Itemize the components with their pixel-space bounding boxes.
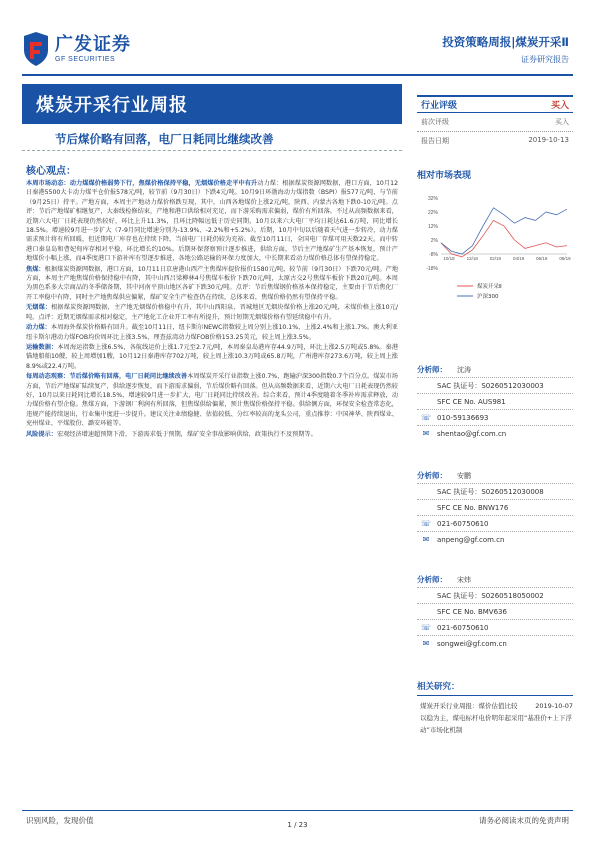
footer-divider xyxy=(22,810,573,811)
related-item[interactable] xyxy=(420,712,573,736)
rating-header xyxy=(417,95,573,113)
analyst-email-address: shentao@gf.com.cn xyxy=(437,429,507,438)
related-research-heading: 相关研究： xyxy=(417,680,573,696)
x-tick-label: 06/19 xyxy=(536,256,548,261)
company-logo xyxy=(22,28,134,72)
paragraph-text: 本周海外煤炭价格略有回升。截至10月11日，纽卡斯尔NEWC指数较上周分别上涨10.1%，上涨2.4%和上涨1.7%。澳大利亚纽卡斯尔港动力煤FOB均价周环比上涨3.5%，理查兹湾动力煤FOB价格153.25美元，较上周上涨3.5%。 xyxy=(26,324,398,341)
rating-box xyxy=(417,95,573,150)
analyst-phone-number: 021-60750610 xyxy=(437,623,489,632)
related-item[interactable] xyxy=(420,700,573,712)
series-line-0 xyxy=(441,220,567,256)
relative-performance-chart xyxy=(417,190,577,315)
analyst-divider xyxy=(417,393,573,394)
analyst-sfc-number-row xyxy=(417,394,577,409)
analyst-sfc-number-row xyxy=(417,500,577,515)
paragraph-lead: 动力煤： xyxy=(26,324,51,332)
body-paragraph xyxy=(26,372,398,428)
phone-icon: ☏ xyxy=(421,413,432,422)
analyst-email-address-row[interactable] xyxy=(417,636,577,651)
report-subtitle: 节后煤价略有回落，电厂日耗同比继续改善 xyxy=(55,132,274,146)
rating-value: 买入 xyxy=(550,101,569,111)
paragraph-lead: 本周市场动态：动力煤煤价格弱势下行，焦煤价格保持平稳，无烟煤价格走平中有升 xyxy=(26,180,258,187)
analyst-divider xyxy=(417,531,573,532)
analyst-phone-number-row[interactable] xyxy=(417,620,577,635)
analyst-sfc-number-row xyxy=(417,604,577,619)
analyst-sac-number: SAC 执证号：S0260512030003 xyxy=(437,381,544,390)
id-icon xyxy=(421,591,431,601)
analyst-divider xyxy=(417,603,573,604)
id-icon xyxy=(421,487,431,497)
id-icon xyxy=(421,397,431,407)
analyst-name: 宋炜 xyxy=(457,575,471,584)
analyst-sac-number-row xyxy=(417,588,577,603)
analyst-sfc-number: SFC CE No. BNW176 xyxy=(437,503,509,512)
analyst-role: 分析师： xyxy=(417,575,447,584)
core-views xyxy=(26,162,398,440)
analyst-divider xyxy=(417,425,573,426)
y-tick-label: 22% xyxy=(427,210,438,216)
prev-rating-value: 买入 xyxy=(555,118,569,126)
analyst-divider xyxy=(417,483,573,484)
body-paragraph xyxy=(26,323,398,342)
paragraph-lead: 每周动态观察：节后煤价略有回落，电厂日耗同比继续改善 xyxy=(26,373,188,381)
analyst-divider xyxy=(417,499,573,500)
legend-label: 煤炭开采Ⅱ xyxy=(477,284,502,290)
paragraph-text: 本周煤炭开采行业指数上涨0.7%，跑输沪深300指数0.7个百分点。煤炭市场方面，节后产地煤矿陆续复产，供给逐步恢复，而下游需求偏弱，节后煤价略有回落。但从高频数据来看，近期六大电厂日耗表现仍然较好，10月以来日耗同比增长18.5%，增速较9月进一步扩大，电厂日耗同比持续改善。综合来看，预计4季度随着冬季补库需求释放，动力煤价格有望企稳。焦煤方面，下游钢厂利润有所回落，但焦煤供给偏紧，预计焦煤价格保持平稳。供给侧方面，环保安全检查常态化，违规产能持续退出，行业集中度进一步提升。建议关注业绩稳健、估值较低、分红率较高的龙头公司，重点推荐：中国神华、陕西煤业、兖州煤业、平煤股份、潞安环能等。 xyxy=(26,373,398,428)
analyst-phone-number: 010-59136693 xyxy=(437,413,489,422)
analyst-email-address: songwei@gf.com.cn xyxy=(437,639,507,648)
analyst-sfc-number: SFC CE No. BMV636 xyxy=(437,607,507,616)
x-tick-label: 12/18 xyxy=(466,256,478,261)
analyst-divider xyxy=(417,377,573,378)
logo-text-cn: 广发证券 xyxy=(55,34,131,55)
analyst-card xyxy=(417,362,577,441)
related-research-list xyxy=(420,700,573,736)
paragraph-text: 宏观经济增速超预期下滑，下游需求低于预期，煤矿安全事故影响供给，政策执行不及预期等。 xyxy=(56,430,317,438)
analyst-phone-number: 021-60750610 xyxy=(437,519,489,528)
analyst-sac-number-row xyxy=(417,484,577,499)
analyst-sac-number-row xyxy=(417,378,577,393)
analyst-role: 分析师： xyxy=(417,471,447,480)
analyst-card xyxy=(417,572,577,651)
body-paragraph xyxy=(26,265,398,303)
phone-icon: ☏ xyxy=(421,519,432,528)
relative-performance-title: 相对市场表现 xyxy=(417,171,472,181)
analyst-name-row xyxy=(417,572,577,587)
subtitle-divider xyxy=(22,150,402,151)
body-paragraph xyxy=(26,303,398,322)
analyst-divider xyxy=(417,587,573,588)
body-paragraph xyxy=(26,179,398,264)
y-tick-label: 32% xyxy=(427,196,438,202)
body-paragraph xyxy=(26,430,398,439)
phone-icon: ☏ xyxy=(421,623,432,632)
x-tick-label: 10/18 xyxy=(443,256,455,261)
report-date-row xyxy=(417,132,573,150)
y-tick-label: 12% xyxy=(427,224,438,230)
analyst-sac-number: SAC 执证号：S0260512030008 xyxy=(437,487,544,496)
analyst-sfc-number: SFC CE No. AUS981 xyxy=(437,397,506,406)
paragraph-text: 动力煤：根据煤炭资源网数据，港口方面，10月12日秦港5500大卡动力煤平仓价报578元/吨，较节前（9月30日）下跌4元/吨。10月9日环渤海动力煤指数（BSPI）报577元/吨，与节前（9月25日）持平。产地方面，本周主产地动力煤价格跌互现，其中，山西各地煤价上涨2元/吨，陕西、内蒙古各地下跌0-10元/吨。点评：节后产地煤矿相继复产，大秦线检修结束，产地和港口供给相对充足，而下游采购需求偏弱，煤价有所回落。不过从高频数据来看，近期六大电厂日耗表现仍然较好，环比上升11.3%，且环比降幅远低于历史同期，10月以来六大电厂平均日耗达61.6万吨，同比增长18.5%。增速较9月进一步扩大（7-9月同比增速分别为-13.9%、-2.2%和+5.2%）。后期，10月中旬以后随着天气进一步转冷，动力煤需求预计将有所回暖，但近期电厂库存也在持续下降，当前电厂日耗仍较为充裕。截至10月11日，全国电厂存煤可用天数22天。而中转港口秦皇岛和曹妃甸库存相对平稳，环比增长约10%。后期环保督察预计逐步推进，供给方面，节后主产地煤矿生产基本恢复，预计产地煤价小幅上涨，而4季度港口下游补库有望逐步推进，各地公路运输的环保力度加大，中长期来看动力煤价格总体有望保持稳定。 xyxy=(26,180,399,263)
analyst-email-address: anpeng@gf.com.cn xyxy=(437,535,505,544)
body-paragraph xyxy=(26,343,398,371)
core-views-heading: 核心观点： xyxy=(26,166,76,177)
paragraph-lead: 运输数据： xyxy=(26,343,58,351)
analyst-divider xyxy=(417,635,573,636)
paragraph-lead: 无烟煤： xyxy=(26,304,52,312)
paragraph-lead: 焦煤： xyxy=(26,265,45,273)
header-divider xyxy=(22,74,573,76)
analyst-name: 沈涛 xyxy=(457,365,471,374)
email-icon: ✉ xyxy=(422,639,430,648)
analyst-phone-number-row[interactable] xyxy=(417,410,577,425)
x-tick-label: 02/19 xyxy=(489,256,502,261)
series-line-1 xyxy=(441,208,567,254)
related-item-title: 以稳为主，煤电标杆电价明年起采用“基准价+上下浮动”市场化机制 xyxy=(420,714,572,734)
x-tick-label: 08/19 xyxy=(559,256,571,261)
analyst-divider xyxy=(417,619,573,620)
paragraph-text: 根据煤炭资源网数据，主产地无烟煤价格稳中有升，其中山西阳泉、晋城地区无烟块煤价格上涨20元/吨，末煤价格上涨10元/吨。点评：近期无烟煤需求相对稳定，主产地化工企业开工率有所提升，预计短期无烟煤价格有望延续稳中有升。 xyxy=(26,304,399,321)
id-icon xyxy=(421,607,431,617)
email-icon: ✉ xyxy=(422,429,430,438)
analyst-divider xyxy=(417,409,573,410)
y-tick-label: -18% xyxy=(426,266,438,272)
analyst-card xyxy=(417,468,577,547)
related-item-date: 2019-10-07 xyxy=(535,702,573,710)
analyst-sac-number: SAC 执证号：S0260518050002 xyxy=(437,591,544,600)
legend-label: 沪深300 xyxy=(477,294,499,300)
y-tick-label: 2% xyxy=(430,238,438,244)
analyst-name-row xyxy=(417,468,577,483)
id-icon xyxy=(421,503,431,513)
prev-rating-label: 前次评级 xyxy=(421,118,449,126)
email-icon: ✉ xyxy=(422,535,430,544)
related-item-title: 煤炭开采行业周报：煤价估值比较 xyxy=(420,702,518,710)
report-subtype: 证券研究报告 xyxy=(521,55,569,64)
analyst-name: 安鹏 xyxy=(457,471,471,480)
paragraph-lead: 风险提示： xyxy=(26,430,57,438)
footer-disclaimer: 请务必阅读末页的免责声明 xyxy=(479,816,569,825)
analyst-role: 分析师： xyxy=(417,365,447,374)
analyst-phone-number-row[interactable] xyxy=(417,516,577,531)
report-date-value: 2019-10-13 xyxy=(528,136,569,144)
footer-slogan: 识别风险，发现价值 xyxy=(26,816,94,825)
paragraph-text: 根据煤炭资源网数据，港口方面，10月11日京唐港山西产主焦煤库提价报价1580元/吨，较节前（9月30日）下跌70元/吨。产地方面，本周主产地焦煤价格保持稳中有降，其中山西吕梁柳林4号焦煤车板价下跌70元/吨，太原古交2号焦煤车板价下跌20元/吨。本周为黑色系多大宗商品的冬季储备期，其中河南平顶山地区各矿下跌30元/吨。点评：节后焦煤钢价格基本保持稳定，主要由于节后焦化厂开工率稳中有降，同时主产地焦煤供应偏紧，煤矿安全生产检查仍在持续，总体来看，焦煤价格仍然有望保持平稳。 xyxy=(26,265,399,301)
analyst-divider xyxy=(417,515,573,516)
logo-text-en: GF SECURITIES xyxy=(55,56,116,63)
id-icon xyxy=(421,381,431,391)
paragraph-text: 本周海运指数上涨6.5%，各航线运价上涨1.7元至2.7元/吨，本周秦皇岛港库存44.9万吨，环比上涨2.5万吨或5.8%。秦港锚地船舶10艘，较上周增加1艘，10月12日秦港库存702万吨，较上周上涨10.3万吨或65.8万吨，广州港库存273.6万吨，较上周上涨8.9%或22.4万吨。 xyxy=(26,343,399,370)
rating-label: 行业评级 xyxy=(421,101,458,111)
page-number: 1 / 23 xyxy=(287,821,308,829)
title-band xyxy=(22,84,402,124)
gf-logo-icon xyxy=(22,32,50,66)
analyst-email-address-row[interactable] xyxy=(417,426,577,441)
report-date-label: 报告日期 xyxy=(421,137,449,145)
prev-rating-row xyxy=(417,113,573,131)
x-tick-label: 04/19 xyxy=(512,256,525,261)
report-title: 煤炭开采行业周报 xyxy=(36,95,188,116)
analyst-email-address-row[interactable] xyxy=(417,532,577,547)
analyst-name-row xyxy=(417,362,577,377)
y-tick-label: -8% xyxy=(429,252,438,258)
report-type: 投资策略周报|煤炭开采Ⅱ xyxy=(442,35,569,49)
